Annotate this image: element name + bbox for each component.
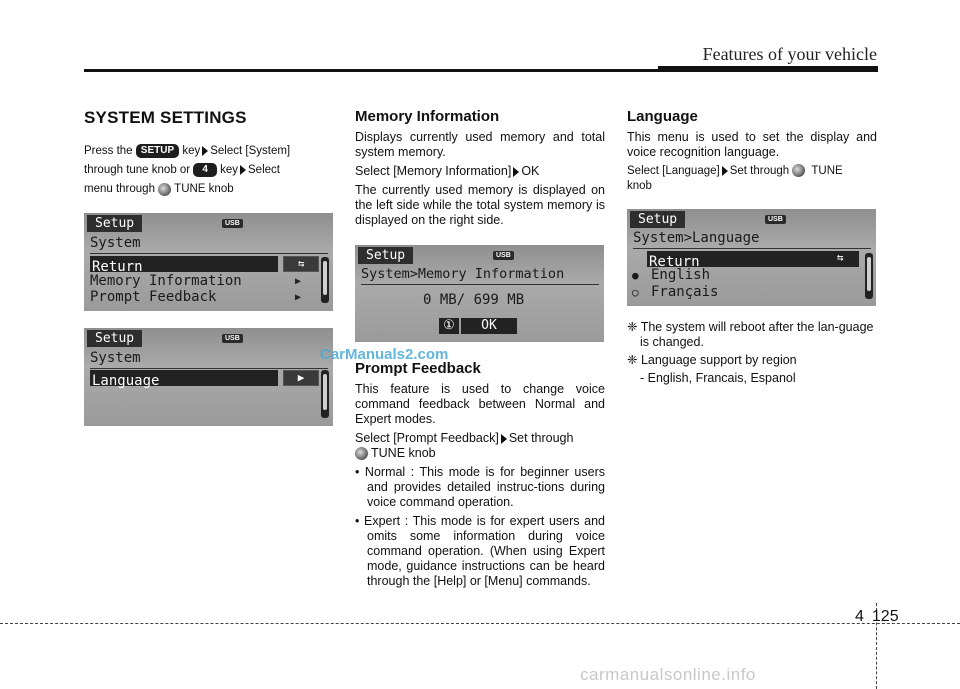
- divider: [633, 248, 871, 249]
- usb-badge: USB: [765, 215, 786, 224]
- watermark: CarManuals2.com: [320, 346, 449, 363]
- scrollbar-thumb[interactable]: [323, 374, 327, 410]
- screen-memory-information: [355, 245, 604, 342]
- menu-item-language[interactable]: [90, 370, 278, 389]
- menu-item-return[interactable]: [90, 256, 278, 275]
- text: TUNE: [811, 165, 843, 177]
- text: TUNE knob: [174, 183, 234, 196]
- note: ❈ The system will reboot after the lan-guage is changed.: [627, 320, 874, 349]
- four-key-icon: 4: [193, 163, 217, 177]
- usb-badge: USB: [222, 334, 243, 343]
- text: Select [Memory Information]: [355, 164, 512, 178]
- text: Select [Language]: [627, 165, 720, 177]
- text: Select [System]: [210, 145, 291, 158]
- instruction-line-1: [84, 144, 334, 159]
- scrollbar-thumb[interactable]: [323, 261, 327, 295]
- section-heading: SYSTEM SETTINGS: [84, 108, 247, 127]
- setup-tab: Setup: [87, 330, 142, 347]
- footer-watermark: carmanualsonline.info: [580, 665, 756, 684]
- screen-title: System>Memory Information: [361, 266, 565, 282]
- menu-item-label: Language: [92, 373, 160, 389]
- divider: [361, 284, 599, 285]
- instruction-line-3: [84, 182, 334, 197]
- text: key: [220, 164, 239, 177]
- option-english[interactable]: English: [651, 267, 711, 283]
- divider: [90, 368, 328, 369]
- divider: [90, 253, 328, 254]
- paragraph: Displays currently used memory and total system memory.: [355, 130, 605, 159]
- note: ❈ Language support by region: [627, 353, 797, 367]
- setup-tab: Setup: [630, 211, 685, 228]
- setup-tab: Setup: [358, 247, 413, 264]
- text: Select: [248, 164, 280, 177]
- column-language: [627, 108, 877, 198]
- ok-number-icon: ①: [439, 318, 459, 334]
- instruction: [355, 164, 605, 179]
- arrow-icon: [240, 165, 246, 175]
- text: Press the: [84, 145, 133, 158]
- column-prompt-feedback: [355, 360, 605, 593]
- mode-list: [355, 465, 605, 589]
- menu-item-label: Return: [92, 259, 143, 275]
- text: OK: [521, 164, 540, 178]
- setup-tab: Setup: [87, 215, 142, 232]
- text: TUNE knob: [371, 446, 436, 460]
- column-memory-prompt: [355, 108, 605, 232]
- text: Select [Prompt Feedback]: [355, 431, 499, 445]
- footer-rule: [0, 623, 960, 624]
- paragraph: The currently used memory is displayed on the left side while the total system memory is displayed on the right side.: [355, 183, 605, 227]
- list-item: • Normal : This mode is for beginner users and provides detailed instruc-tions during voice command operation.: [355, 465, 605, 509]
- arrow-icon: [202, 146, 208, 156]
- header-title: Features of your vehicle: [702, 44, 877, 64]
- section-heading: Memory Information: [355, 108, 500, 125]
- section-heading: Language: [627, 108, 698, 125]
- screen-title: System: [90, 235, 141, 251]
- note: - English, Francais, Espanol: [640, 371, 796, 385]
- language-notes: [627, 320, 877, 389]
- usb-badge: USB: [222, 219, 243, 228]
- screen-title: System>Language: [633, 230, 760, 246]
- memory-value: 0 MB/ 699 MB: [423, 292, 525, 308]
- paragraph: This feature is used to change voice command feedback between Normal and Expert modes.: [355, 382, 605, 426]
- screen-system-language: [84, 328, 333, 426]
- text: knob: [627, 180, 652, 192]
- column-system-settings: [84, 108, 334, 201]
- arrow-icon: [722, 166, 728, 176]
- text: through tune knob or: [84, 164, 191, 177]
- text: Set through: [729, 165, 790, 177]
- usb-badge: USB: [493, 251, 514, 260]
- page-number-value: 125: [871, 608, 899, 625]
- scrollbar-thumb[interactable]: [867, 257, 871, 291]
- list-item: • Expert : This mode is for expert users and omits some information during voice command operation. (When using Expert mode, guidance instructions can be heard through the [Help] or [Menu] commands.: [355, 514, 605, 588]
- text: menu through: [84, 183, 155, 196]
- arrow-icon: [513, 167, 519, 177]
- instruction-line-2: [84, 163, 334, 178]
- screen-title: System: [90, 350, 141, 366]
- tune-knob-icon: [158, 183, 171, 196]
- setup-key-icon: SETUP: [136, 144, 179, 158]
- radio-selected-icon[interactable]: ●: [632, 269, 639, 282]
- ok-button[interactable]: OK: [461, 318, 517, 334]
- page-number: [855, 608, 899, 626]
- tune-knob-icon: [355, 447, 368, 460]
- menu-item-label: Return: [649, 254, 700, 270]
- instruction: [627, 164, 877, 194]
- section-heading: Prompt Feedback: [355, 360, 481, 377]
- text: Set through: [508, 431, 574, 445]
- option-francais[interactable]: Français: [651, 284, 719, 300]
- chevron-right-icon: ▶: [295, 292, 302, 303]
- instruction: [355, 431, 605, 461]
- return-icon: ⇆: [283, 256, 319, 272]
- header-rule-accent: [658, 66, 878, 72]
- tune-knob-icon: [792, 164, 805, 177]
- menu-item-prompt[interactable]: Prompt Feedback: [90, 289, 217, 305]
- screen-system-menu: [84, 213, 333, 311]
- arrow-icon: [501, 434, 507, 444]
- chapter-number: 4: [855, 608, 864, 625]
- radio-unselected-icon[interactable]: ○: [632, 286, 639, 299]
- chevron-right-icon: ▶: [295, 276, 302, 287]
- menu-item-memory[interactable]: Memory Information: [90, 273, 242, 289]
- text: key: [182, 145, 201, 158]
- return-icon: ⇆: [836, 251, 844, 264]
- chevron-right-icon: ▶: [283, 370, 319, 386]
- screen-language: [627, 209, 876, 306]
- paragraph: This menu is used to set the display and voice recognition language.: [627, 130, 877, 159]
